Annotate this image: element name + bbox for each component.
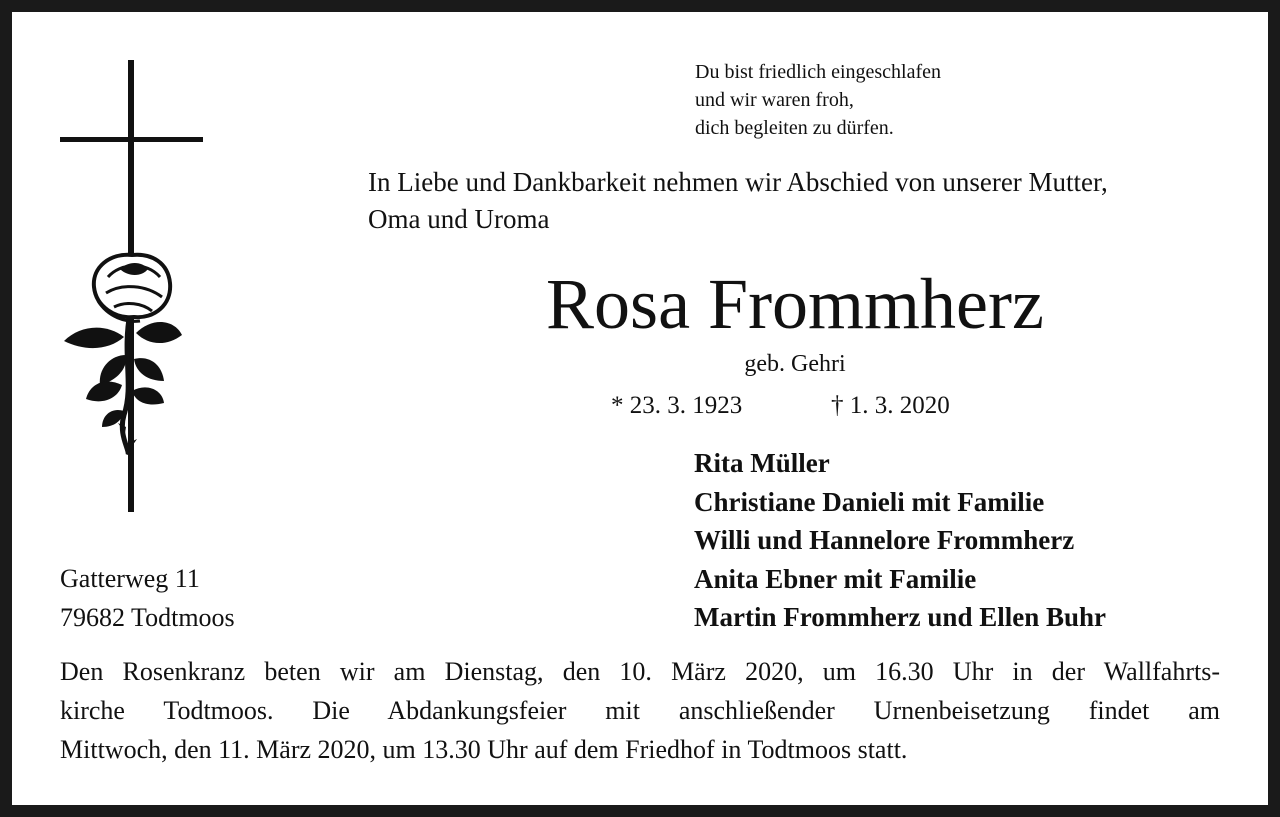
notice-line: Den Rosenkranz beten wir am Dienstag, den 10. März 2020, um 16.30 Uhr in der Wallfahrts-: [60, 657, 1220, 686]
address: [60, 559, 235, 637]
intro-line: Oma und Uroma: [368, 204, 550, 234]
notice-line: kirche Todtmoos. Die Abdankungsfeier mit anschließender Urnenbeisetzung findet am: [60, 696, 1220, 725]
poem-line: dich begleiten zu dürfen.: [695, 117, 894, 139]
poem: [695, 58, 941, 142]
mourner-name: Willi und Hannelore Frommherz: [694, 525, 1075, 555]
mourner-name: Martin Frommherz und Ellen Buhr: [694, 602, 1107, 632]
address-city: 79682 Todtmoos: [60, 603, 235, 632]
deceased-name: Rosa Frommherz: [546, 264, 1044, 344]
maiden-name: geb. Gehri: [744, 351, 846, 377]
mourner-name: Anita Ebner mit Familie: [694, 563, 977, 594]
intro-text: [368, 164, 1248, 238]
death-date: † 1. 3. 2020: [831, 392, 950, 419]
poem-line: Du bist friedlich eingeschlafen: [695, 61, 942, 83]
poem-line: und wir waren froh,: [695, 89, 854, 111]
funeral-notice: [60, 652, 1220, 769]
cross-rose-icon: [50, 55, 220, 520]
notice-line: Mittwoch, den 11. März 2020, um 13.30 Uhr auf dem Friedhof in Todtmoos statt.: [60, 735, 908, 764]
intro-line: In Liebe und Dankbarkeit nehmen wir Abschied von unserer Mutter,: [368, 167, 1108, 197]
birth-date: * 23. 3. 1923: [611, 392, 743, 419]
mourner-name: Christiane Danieli mit Familie: [694, 486, 1045, 517]
rose-icon: [64, 255, 182, 455]
mourners-list: [694, 444, 1106, 637]
address-street: Gatterweg 11: [60, 564, 200, 593]
mourner-name: Rita Müller: [694, 448, 830, 478]
